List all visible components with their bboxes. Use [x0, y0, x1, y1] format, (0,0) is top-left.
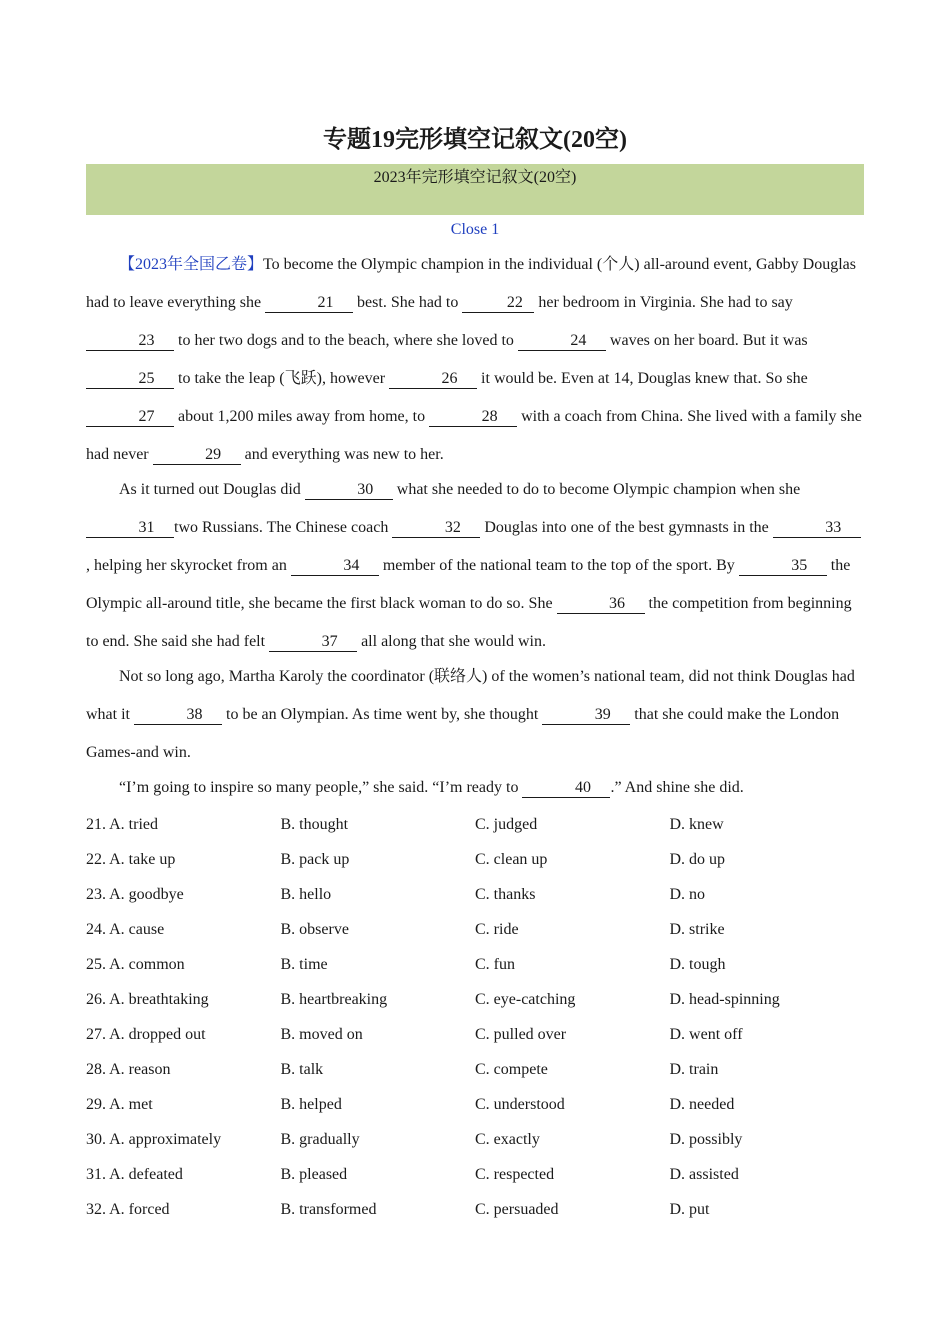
- option-text: A. defeated: [109, 1166, 183, 1183]
- blank-28: 28: [429, 408, 517, 427]
- passage-text: to her two dogs and to the beach, where she loved to: [174, 332, 518, 349]
- source-tag: 【2023年全国乙卷】: [119, 256, 264, 273]
- question-number: 21.: [86, 816, 106, 833]
- question-number: 24.: [86, 921, 106, 938]
- passage-paragraph: [86, 471, 864, 661]
- option-text: B. moved on: [280, 1026, 363, 1043]
- passage-text: and everything was new to her.: [240, 446, 444, 463]
- passage-text: it would be. Even at 14, Douglas knew that. So she: [477, 370, 808, 387]
- option-text: C. persuaded: [475, 1201, 559, 1218]
- question-25-row: [86, 947, 864, 982]
- option-b[interactable]: [281, 912, 476, 947]
- option-text: B. time: [280, 956, 328, 973]
- option-c[interactable]: [475, 1192, 670, 1227]
- option-text: B. gradually: [280, 1131, 360, 1148]
- passage-paragraph: [86, 246, 864, 474]
- option-d[interactable]: [670, 842, 865, 877]
- option-a[interactable]: [86, 1052, 281, 1087]
- passage-text: As it turned out Douglas did: [119, 481, 305, 498]
- option-b[interactable]: [281, 1017, 476, 1052]
- passage-text: the competition from beginning to end. She said she had felt: [86, 595, 852, 650]
- option-text: C. judged: [475, 816, 538, 833]
- passage-text: two Russians. The Chinese coach: [174, 519, 393, 536]
- option-a[interactable]: [86, 877, 281, 912]
- option-text: D. do up: [669, 851, 726, 868]
- passage-paragraph: [86, 769, 864, 807]
- option-text: A. tried: [109, 816, 158, 833]
- blank-40: 40: [522, 779, 610, 798]
- option-a[interactable]: [86, 947, 281, 982]
- option-text: D. knew: [669, 816, 724, 833]
- option-b[interactable]: [281, 1122, 476, 1157]
- option-a[interactable]: [86, 1157, 281, 1192]
- option-text: B. heartbreaking: [280, 991, 388, 1008]
- option-a[interactable]: [86, 1017, 281, 1052]
- option-a[interactable]: [86, 807, 281, 842]
- passage-text: waves on her board. But it was: [605, 332, 808, 349]
- option-text: D. strike: [669, 921, 725, 938]
- option-a[interactable]: [86, 1122, 281, 1157]
- passage-text: .” And shine she did.: [610, 779, 744, 796]
- question-24-row: [86, 912, 864, 947]
- option-d[interactable]: [670, 1122, 865, 1157]
- cloze-passage: [86, 246, 864, 807]
- option-c[interactable]: [475, 947, 670, 982]
- option-a[interactable]: [86, 1192, 281, 1227]
- blank-26: 26: [389, 370, 477, 389]
- question-number: 25.: [86, 956, 106, 973]
- option-a[interactable]: [86, 982, 281, 1017]
- passage-text: all along that she would win.: [357, 633, 546, 650]
- blank-35: 35: [739, 557, 827, 576]
- passage-text: Douglas into one of the best gymnasts in the: [480, 519, 773, 536]
- option-d[interactable]: [670, 982, 865, 1017]
- question-number: 31.: [86, 1166, 106, 1183]
- option-b[interactable]: [281, 1192, 476, 1227]
- option-text: C. clean up: [475, 851, 548, 868]
- option-text: A. forced: [109, 1201, 170, 1218]
- option-text: B. thought: [280, 816, 349, 833]
- option-text: A. approximately: [109, 1131, 222, 1148]
- option-text: D. tough: [669, 956, 726, 973]
- blank-37: 37: [269, 633, 357, 652]
- option-text: C. ride: [475, 921, 519, 938]
- option-text: A. breathtaking: [109, 991, 209, 1008]
- option-c[interactable]: [475, 912, 670, 947]
- option-b[interactable]: [281, 1157, 476, 1192]
- option-text: A. cause: [109, 921, 165, 938]
- question-number: 30.: [86, 1131, 106, 1148]
- option-d[interactable]: [670, 1017, 865, 1052]
- question-32-row: [86, 1192, 864, 1227]
- passage-text: Not so long ago, Martha Karoly the coordinator (联络人) of the women’s national team, did not think Douglas had what it: [86, 668, 855, 723]
- option-a[interactable]: [86, 912, 281, 947]
- option-b[interactable]: [281, 1087, 476, 1122]
- option-text: B. observe: [280, 921, 349, 938]
- option-c[interactable]: [475, 1122, 670, 1157]
- question-28-row: [86, 1052, 864, 1087]
- blank-24: 24: [518, 332, 606, 351]
- option-text: A. common: [109, 956, 185, 973]
- option-text: C. thanks: [475, 886, 536, 903]
- passage-text: her bedroom in Virginia. She had to say: [534, 294, 793, 311]
- blank-39: 39: [542, 706, 630, 725]
- passage-text: To become the Olympic champion in the individual (个人) all-around event, Gabby Douglas had to leave everything she: [86, 256, 856, 311]
- question-number: 26.: [86, 991, 106, 1008]
- option-text: A. take up: [109, 851, 176, 868]
- answer-options: [86, 807, 864, 1227]
- option-b[interactable]: [281, 877, 476, 912]
- option-d[interactable]: [670, 912, 865, 947]
- blank-27: 27: [86, 408, 174, 427]
- blank-33: 33: [773, 519, 861, 538]
- blank-34: 34: [291, 557, 379, 576]
- option-text: C. fun: [475, 956, 515, 973]
- option-text: B. hello: [280, 886, 332, 903]
- option-text: C. respected: [475, 1166, 555, 1183]
- option-d[interactable]: [670, 947, 865, 982]
- blank-30: 30: [305, 481, 393, 500]
- option-text: C. understood: [475, 1096, 565, 1113]
- section-label: Close 1: [450, 221, 500, 238]
- question-21-row: [86, 807, 864, 842]
- option-b[interactable]: [281, 982, 476, 1017]
- option-text: D. needed: [669, 1096, 735, 1113]
- passage-text: what she needed to do to become Olympic champion when she: [392, 481, 801, 498]
- option-text: D. no: [669, 886, 706, 903]
- question-22-row: [86, 842, 864, 877]
- question-23-row: [86, 877, 864, 912]
- passage-text: about 1,200 miles away from home, to: [174, 408, 430, 425]
- passage-text: “I’m going to inspire so many people,” she said. “I’m ready to: [119, 779, 523, 796]
- passage-text: best. She had to: [353, 294, 463, 311]
- option-b[interactable]: [281, 947, 476, 982]
- option-text: C. pulled over: [475, 1026, 567, 1043]
- question-31-row: [86, 1157, 864, 1192]
- passage-paragraph: [86, 658, 864, 772]
- blank-23: 23: [86, 332, 174, 351]
- question-number: 32.: [86, 1201, 106, 1218]
- option-c[interactable]: [475, 1052, 670, 1087]
- passage-text: to take the leap (飞跃), however: [174, 370, 390, 387]
- passage-text: the Olympic all-around title, she became the first black woman to do so. She: [86, 557, 851, 612]
- option-text: B. transformed: [280, 1201, 377, 1218]
- section-banner: 2023年完形填空记叙文(20空): [86, 164, 864, 215]
- question-number: 28.: [86, 1061, 106, 1078]
- option-text: A. reason: [109, 1061, 171, 1078]
- option-b[interactable]: [281, 1052, 476, 1087]
- option-d[interactable]: [670, 1087, 865, 1122]
- option-b[interactable]: [281, 807, 476, 842]
- passage-text: with a coach from China. She lived with a family she had never: [86, 408, 862, 463]
- option-text: B. pack up: [280, 851, 350, 868]
- option-text: B. helped: [280, 1096, 342, 1113]
- blank-36: 36: [557, 595, 645, 614]
- option-d[interactable]: [670, 1157, 865, 1192]
- option-c[interactable]: [475, 842, 670, 877]
- option-d[interactable]: [670, 1192, 865, 1227]
- option-text: D. train: [669, 1061, 719, 1078]
- option-text: D. assisted: [669, 1166, 739, 1183]
- question-number: 23.: [86, 886, 106, 903]
- option-text: C. compete: [475, 1061, 548, 1078]
- option-text: D. went off: [669, 1026, 743, 1043]
- option-c[interactable]: [475, 807, 670, 842]
- passage-text: to be an Olympian. As time went by, she thought: [222, 706, 543, 723]
- option-d[interactable]: [670, 807, 865, 842]
- option-text: B. talk: [280, 1061, 324, 1078]
- blank-32: 32: [392, 519, 480, 538]
- question-number: 22.: [86, 851, 106, 868]
- passage-text: that she could make the London Games-and win.: [86, 706, 840, 761]
- passage-text: member of the national team to the top of the sport. By: [378, 557, 739, 574]
- option-text: D. head-spinning: [669, 991, 780, 1008]
- option-a[interactable]: [86, 1087, 281, 1122]
- option-text: D. put: [669, 1201, 710, 1218]
- option-d[interactable]: [670, 1052, 865, 1087]
- option-c[interactable]: [475, 1017, 670, 1052]
- passage-text: , helping her skyrocket from an: [86, 557, 291, 574]
- option-b[interactable]: [281, 842, 476, 877]
- option-text: A. goodbye: [109, 886, 184, 903]
- question-29-row: [86, 1087, 864, 1122]
- option-text: C. exactly: [475, 1131, 540, 1148]
- blank-22: 22: [462, 294, 534, 313]
- blank-31: 31: [86, 519, 174, 538]
- blank-38: 38: [134, 706, 222, 725]
- option-c[interactable]: [475, 1087, 670, 1122]
- blank-25: 25: [86, 370, 174, 389]
- blank-29: 29: [153, 446, 241, 465]
- option-c[interactable]: [475, 1157, 670, 1192]
- option-text: A. met: [109, 1096, 153, 1113]
- question-number: 29.: [86, 1096, 106, 1113]
- question-27-row: [86, 1017, 864, 1052]
- question-30-row: [86, 1122, 864, 1157]
- page-title: 专题19完形填空记叙文(20空): [323, 127, 627, 153]
- option-a[interactable]: [86, 842, 281, 877]
- question-26-row: [86, 982, 864, 1017]
- option-c[interactable]: [475, 982, 670, 1017]
- option-c[interactable]: [475, 877, 670, 912]
- option-text: A. dropped out: [109, 1026, 206, 1043]
- option-text: C. eye-catching: [475, 991, 576, 1008]
- option-d[interactable]: [670, 877, 865, 912]
- blank-21: 21: [265, 294, 353, 313]
- option-text: B. pleased: [280, 1166, 348, 1183]
- question-number: 27.: [86, 1026, 106, 1043]
- option-text: D. possibly: [669, 1131, 743, 1148]
- document-page: [86, 118, 864, 1227]
